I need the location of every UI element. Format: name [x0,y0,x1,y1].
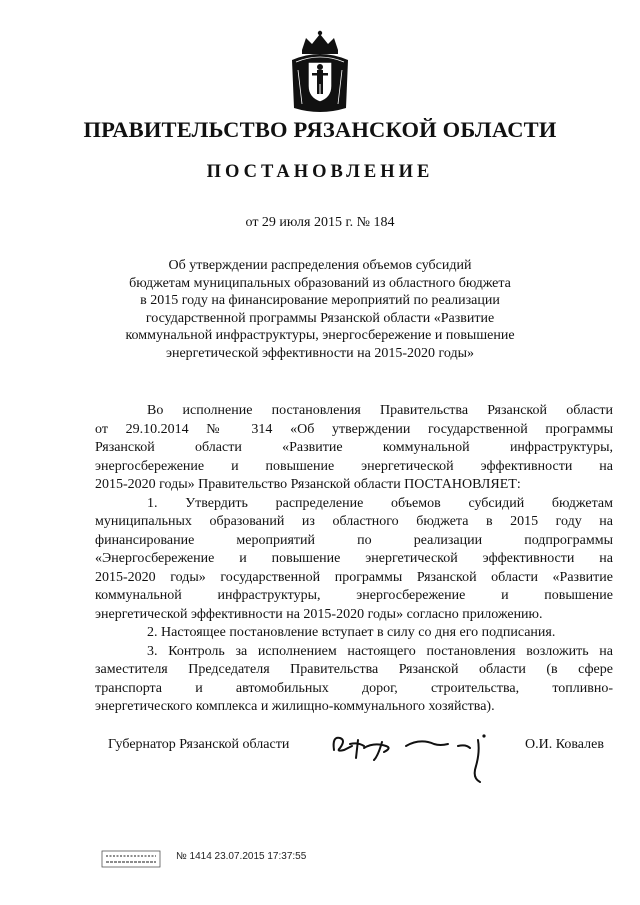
document-body [95,402,613,717]
subject-line: Об утверждении распределения объемов субсидий [168,258,472,273]
registration-number: № 1414 23.07.2015 17:37:55 [176,851,307,862]
item-1-paragraph: 1. Утвердить распределение объемов субсидий бюджетам муниципальных образований из областного бюджета в 2015 году на финансирование мероприятий по реализации подпрограммы «Энергосбережение и повышение энергетической эффективности на 2015-2020 годы» государственной программы Рязанской области «Развитие коммунальной инфраструктуры, энергосбережение и повышение энергетической эффективности на 2015-2020 годы» согласно приложению. [95,495,613,622]
registration-stamp-icon [100,848,164,870]
coat-of-arms-icon [288,30,352,114]
signatory-position: Губернатор Рязанской области [108,737,290,752]
subject-line: коммунальной инфраструктуры, энергосбережение и повышение [125,328,515,344]
organization-title: ПРАВИТЕЛЬСТВО РЯЗАНСКОЙ ОБЛАСТИ [83,117,557,142]
document-subject [0,257,640,363]
handwritten-signature [330,722,505,784]
subject-line: государственной программы Рязанской области «Развитие [145,310,495,326]
subject-line: в 2015 году на финансирование мероприятий по реализации [140,293,500,309]
signatory-name: О.И. Ковалев [525,737,604,752]
preamble-paragraph: Во исполнение постановления Правительства Рязанской области от 29.10.2014 № 314 «Об утверждении государственной программы Рязанской области «Развитие коммунальной инфраструктуры, энергосбережение и повышение энергетической эффективности на 2015-2020 годы» Правительство Рязанской области ПОСТАНОВЛЯЕТ: [95,403,613,492]
item-3-paragraph: 3. Контроль за исполнением настоящего постановления возложить на заместителя Председателя Правительства Рязанской области (в сфере транспорта и автомобильных дорог, строительства, топливно- энергетического комплекса и жилищно-коммунального хозяйства). [95,643,613,714]
subject-line: бюджетам муниципальных образований из областного бюджета [129,275,511,291]
item-2-paragraph: 2. Настоящее постановление вступает в силу со дня его подписания. [147,625,556,640]
document-type: ПОСТАНОВЛЕНИЕ [206,162,434,182]
date-number: от 29 июля 2015 г. № 184 [245,215,395,230]
subject-line: энергетической эффективности на 2015-2020 годы» [165,345,475,361]
